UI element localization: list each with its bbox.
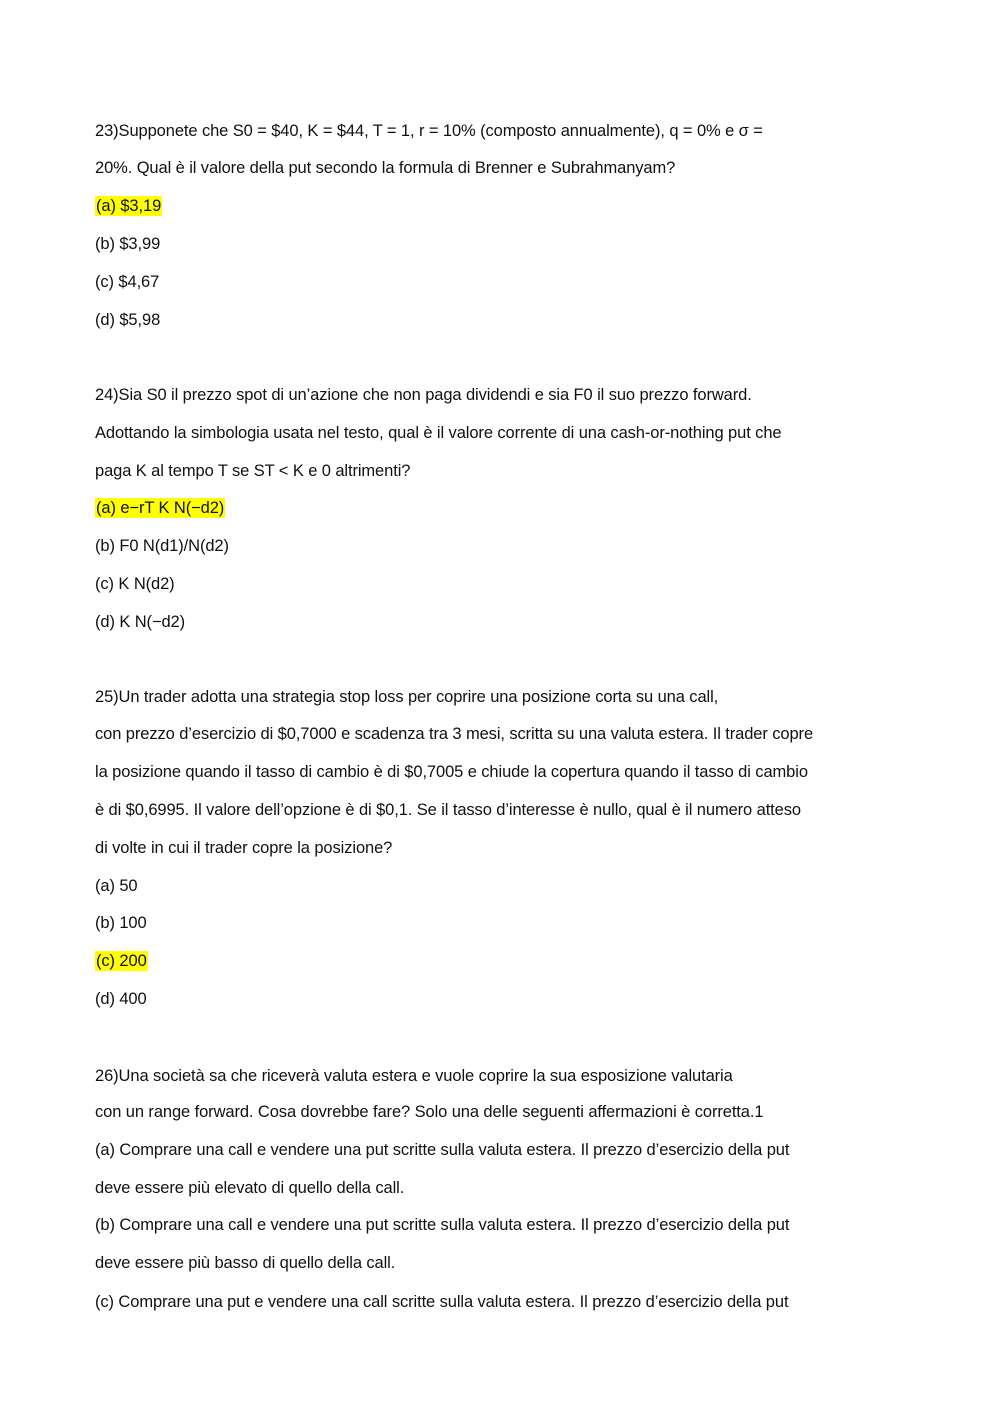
question-24-line-2: Adottando la simbologia usata nel testo, qual è il valore corrente di una cash-or-nothing put che — [95, 424, 782, 442]
question-26-line-1: 26)Una società sa che riceverà valuta estera e vuole coprire la sua esposizione valutaria — [95, 1067, 733, 1085]
question-23-line-1: 23)Supponete che S0 = $40, K = $44, T = 1, r = 10% (composto annualmente), q = 0% e σ = — [95, 122, 763, 140]
question-26-option-a-line-1: (a) Comprare una call e vendere una put scritte sulla valuta estera. Il prezzo d’esercizio della put — [95, 1141, 790, 1159]
question-24-line-3: paga K al tempo T se ST < K e 0 altrimenti? — [95, 462, 411, 480]
question-24-option-a — [95, 497, 225, 519]
question-26-option-b-line-1: (b) Comprare una call e vendere una put scritte sulla valuta estera. Il prezzo d’esercizio della put — [95, 1216, 790, 1234]
question-23-option-a — [95, 195, 162, 217]
question-24-option-d: (d) K N(−d2) — [95, 613, 186, 631]
question-25-line-2: con prezzo d’esercizio di $0,7000 e scadenza tra 3 mesi, scritta su una valuta estera. Il trader copre — [95, 725, 814, 743]
question-25-option-c — [95, 950, 148, 972]
question-24-line-1: 24)Sia S0 il prezzo spot di un’azione che non paga dividendi e sia F0 il suo prezzo forward. — [95, 386, 752, 404]
question-26-line-2: con un range forward. Cosa dovrebbe fare? Solo una delle seguenti affermazioni è corretta.1 — [95, 1103, 764, 1121]
question-25-option-b: (b) 100 — [95, 914, 147, 932]
question-23-option-d: (d) $5,98 — [95, 311, 161, 329]
highlighted-answer: (a) $3,19 — [96, 197, 162, 215]
question-25-line-3: la posizione quando il tasso di cambio è di $0,7005 e chiude la copertura quando il tasso di cambio — [95, 763, 808, 781]
question-25-line-4: è di $0,6995. Il valore dell’opzione è di $0,1. Se il tasso d’interesse è nullo, qual è il numero atteso — [95, 801, 801, 819]
question-24-option-b: (b) F0 N(d1)/N(d2) — [95, 537, 229, 555]
question-26-option-c-line-1: (c) Comprare una put e vendere una call scritte sulla valuta estera. Il prezzo d’esercizio della put — [95, 1293, 789, 1311]
question-25-option-a: (a) 50 — [95, 877, 138, 895]
question-25-line-1: 25)Un trader adotta una strategia stop loss per coprire una posizione corta su una call, — [95, 688, 719, 706]
question-23-option-c: (c) $4,67 — [95, 273, 160, 291]
highlighted-answer: (a) e−rT K N(−d2) — [96, 499, 225, 517]
highlighted-answer: (c) 200 — [96, 952, 147, 970]
question-25-line-5: di volte in cui il trader copre la posizione? — [95, 839, 393, 857]
question-25-option-d: (d) 400 — [95, 990, 147, 1008]
question-23-option-b: (b) $3,99 — [95, 235, 161, 253]
question-23-line-2: 20%. Qual è il valore della put secondo la formula di Brenner e Subrahmanyam? — [95, 159, 676, 177]
question-26-option-a-line-2: deve essere più elevato di quello della call. — [95, 1179, 405, 1197]
question-24-option-c: (c) K N(d2) — [95, 575, 175, 593]
question-26-option-b-line-2: deve essere più basso di quello della call. — [95, 1254, 396, 1272]
